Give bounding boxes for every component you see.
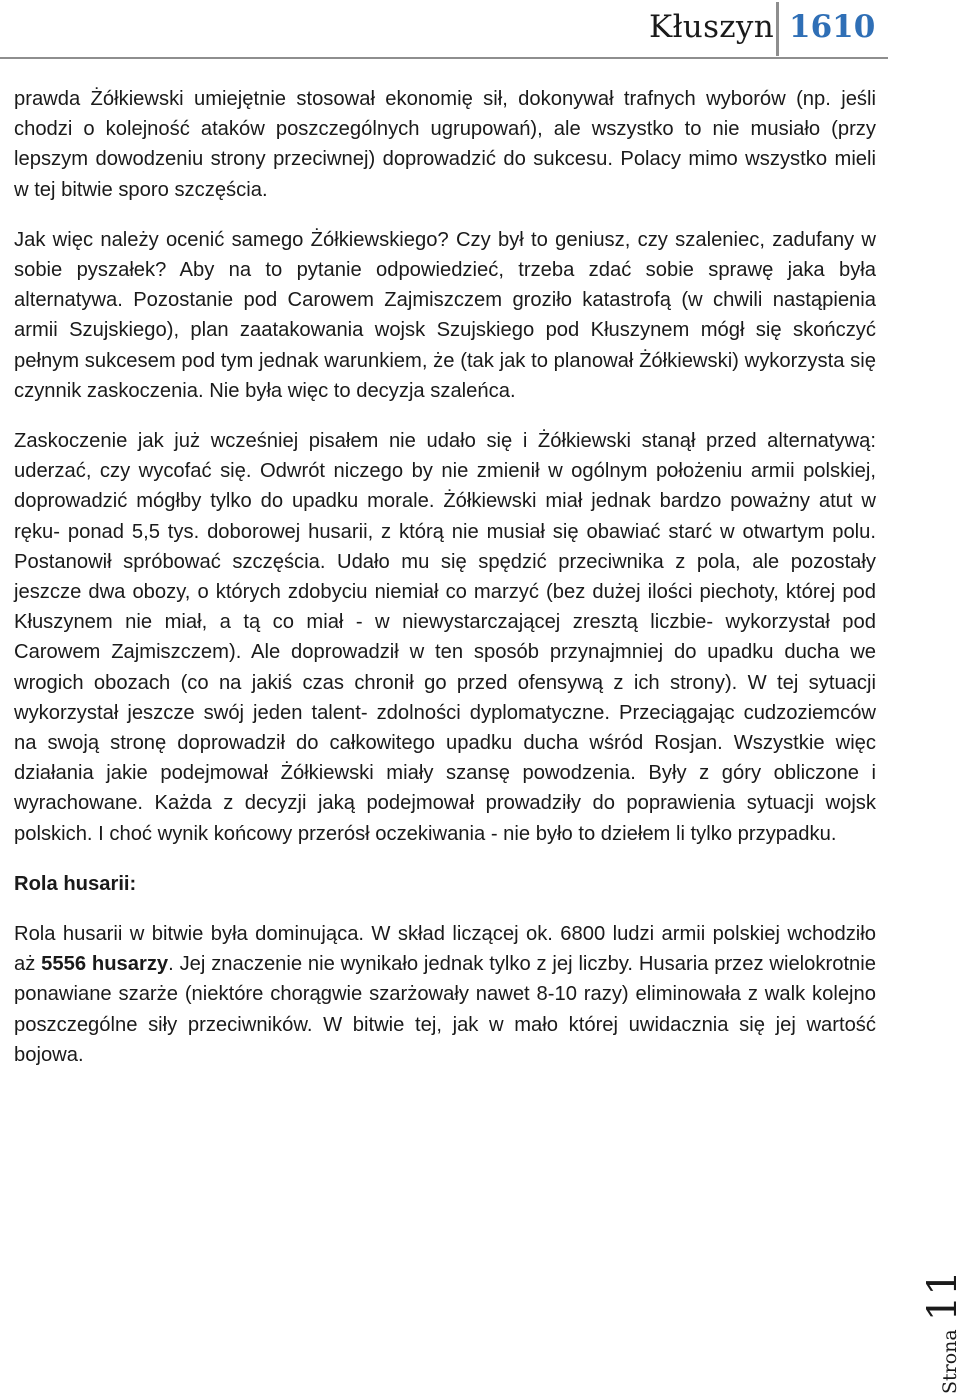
page-label: Strona [939, 1329, 961, 1394]
section-heading: Rola husarii: [14, 872, 137, 895]
page-footer [920, 1268, 964, 1394]
header-separator [776, 2, 779, 56]
header-title: Kłuszyn [649, 9, 774, 45]
document-body [14, 84, 876, 1070]
paragraph-4 [14, 919, 876, 1070]
page-header [0, 0, 960, 60]
paragraph-4-text-a: Rola husarii w bitwie była dominująca. W skład liczącej ok. 6800 ludzi armii polskiej wchodziło aż [14, 923, 876, 976]
header-rule [0, 57, 888, 59]
page-number-block [920, 1268, 964, 1394]
page-number: 11 [920, 1270, 966, 1322]
paragraph-4-text-b: . Jej znaczenie nie wynikało jednak tylko z jej liczby. Husaria przez wielokrotnie ponawiane szarże (niektóre chorągwie szarżowały nawet 8-10 razy) eliminowała z walk kolejno poszczególne siły przeciwników. W bitwie tej, jak w mało której uwidacznia się jej wartość bojowa. [14, 953, 876, 1066]
paragraph-4-bold: 5556 husarzy [41, 953, 169, 976]
paragraph-3: Zaskoczenie jak już wcześniej pisałem nie udało się i Żółkiewski stanął przed alternatywą: uderzać, czy wycofać się. Odwrót niczego by nie zmienił w ogólnym położeniu armii polskiej, doprowadzić mógłby tylko do upadku morale. Żółkiewski miał jednak bardzo poważny atut w ręku- ponad 5,5 tys. doborowej husarii, z którą nie musiał się obawiać starć w otwartym polu. Postanowił spróbować szczęścia. Udało mu się spędzić przeciwnika z pola, ale pozostały jeszcze dwa obozy, o których zdobyciu niemiał co marzyć (bez dużej ilości piechoty, której pod Kłuszynem nie miał, a tą co miał - w niewystarczającej zresztą liczbie- wykorzystał pod Carowem Zajmiszczem). Ale doprowadził w ten sposób przynajmniej do upadku ducha we wrogich obozach (co na jakiś czas chronił go przed ofensywą z ich strony). W tej sytuacji wykorzystał jeszcze swój jeden talent- zdolności dyplomatyczne. Przeciągając cudzoziemców na swoją stronę doprowadził do całkowitego upadku ducha wśród Rosjan. Wszystkie więc działania jakie podejmował Żółkiewski miały szansę powodzenia. Były z góry obliczone i wyrachowane. Każda z decyzji jaką podejmował prowadziły do poprawienia sytuacji wojsk polskich. I choć wynik końcowy przerósł oczekiwania - nie było to dziełem li tylko przypadku. [14, 430, 876, 845]
paragraph-2: Jak więc należy ocenić samego Żółkiewskiego? Czy był to geniusz, czy szaleniec, zadufany w sobie pyszałek? Aby na to pytanie odpowiedzieć, trzeba zdać sobie sprawę jaka była alternatywa. Pozostanie pod Carowem Zajmiszczem groziło katastrofą (w chwili nastąpienia armii Szujskiego), plan zaatakowania wojsk Szujskiego pod Kłuszynem mógł się skończyć pełnym sukcesem pod tym jednak warunkiem, że (tak jak to planował Żółkiewski) wykorzysta się czynnik zaskoczenia. Nie była więc to decyzja szaleńca. [14, 228, 876, 402]
paragraph-1: prawda Żółkiewski umiejętnie stosował ekonomię sił, dokonywał trafnych wyborów (np. jeśli chodzi o kolejność ataków poszczególnych ugrupowań), ale wszystko to nie musiało (przy lepszym dowodzeniu strony przeciwnej) doprowadzić do sukcesu. Polacy mimo wszystko mieli w tej bitwie sporo szczęścia. [14, 88, 876, 201]
header-year: 1610 [789, 9, 876, 45]
